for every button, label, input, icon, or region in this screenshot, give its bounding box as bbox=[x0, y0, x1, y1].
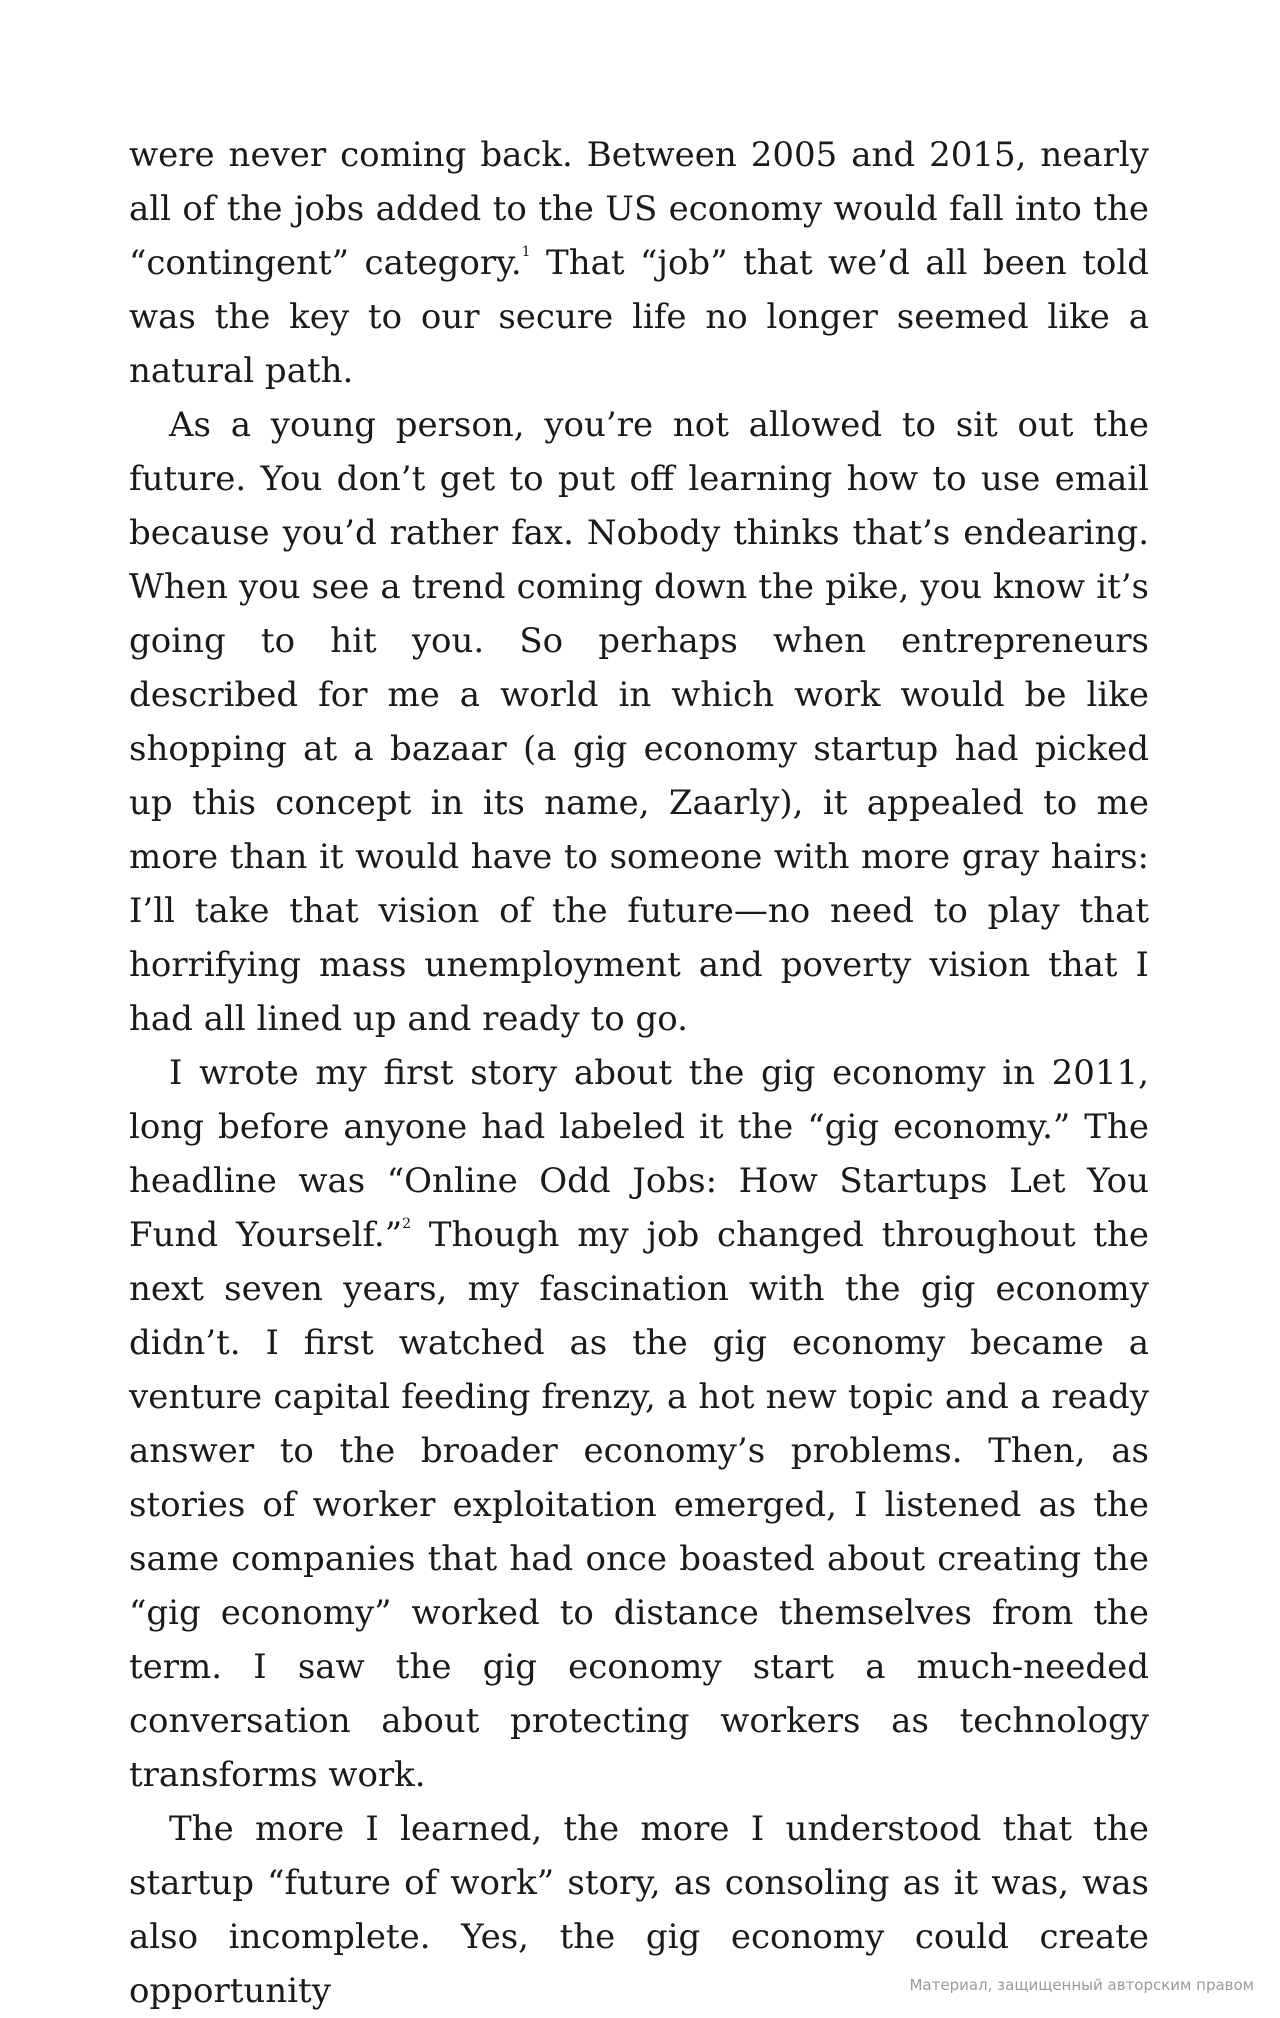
paragraph-4: The more I learned, the more I understood that the startup “future of work” story, as consoling as it was, was also incomplete. Yes, the gig economy could create opportunity bbox=[129, 1809, 1149, 2011]
paragraph-2: As a young person, you’re not allowed to sit out the future. You don’t get to put off learning how to use email because you’d rather fax. Nobody thinks that’s endearing. When you see a trend coming down the pike, you know it’s going to hit you. So perhaps when entrepreneurs described for me a world in which work would be like shopping at a bazaar (a gig economy startup had picked up this concept in its name, Zaarly), it appealed to me more than it would have to someone with more gray hairs: I’ll take that vision of the future—no need to play that horrifying mass unemployment and poverty vision that I had all lined up and ready to go. bbox=[129, 405, 1149, 1039]
paragraph-3-text-a: I wrote my first story about the gig economy in 2011, long before anyone had labeled it the “gig economy.” The headline was “Online Odd Jobs: How Startups Let You Fund Yourself.” bbox=[129, 1053, 1149, 1255]
paragraph-1-text-b: That “job” that we’d all been told was the key to our secure life no longer seemed like a natural path. bbox=[129, 243, 1149, 391]
paragraph-3 bbox=[129, 1046, 1149, 1802]
paragraph-1-text-a: were never coming back. Between 2005 and 2015, nearly all of the jobs added to the US economy would fall into the “contingent” category. bbox=[129, 135, 1149, 283]
paragraph-1 bbox=[129, 128, 1149, 398]
body-text bbox=[129, 128, 1149, 2018]
paragraph-3-text-b: Though my job changed throughout the next seven years, my fascination with the gig economy didn’t. I first watched as the gig economy became a venture capital feeding frenzy, a hot new topic and a ready answer to the broader economy’s problems. Then, as stories of worker exploitation emerged, I listened as the same companies that had once boasted about creating the “gig economy” worked to distance themselves from the term. I saw the gig economy start a much-needed conversation about protecting workers as technology transforms work. bbox=[129, 1215, 1149, 1795]
footnote-marker-1: 1 bbox=[521, 244, 531, 260]
copyright-watermark: Материал, защищенный авторским правом bbox=[909, 1976, 1254, 1994]
footnote-marker-2: 2 bbox=[402, 1216, 411, 1232]
